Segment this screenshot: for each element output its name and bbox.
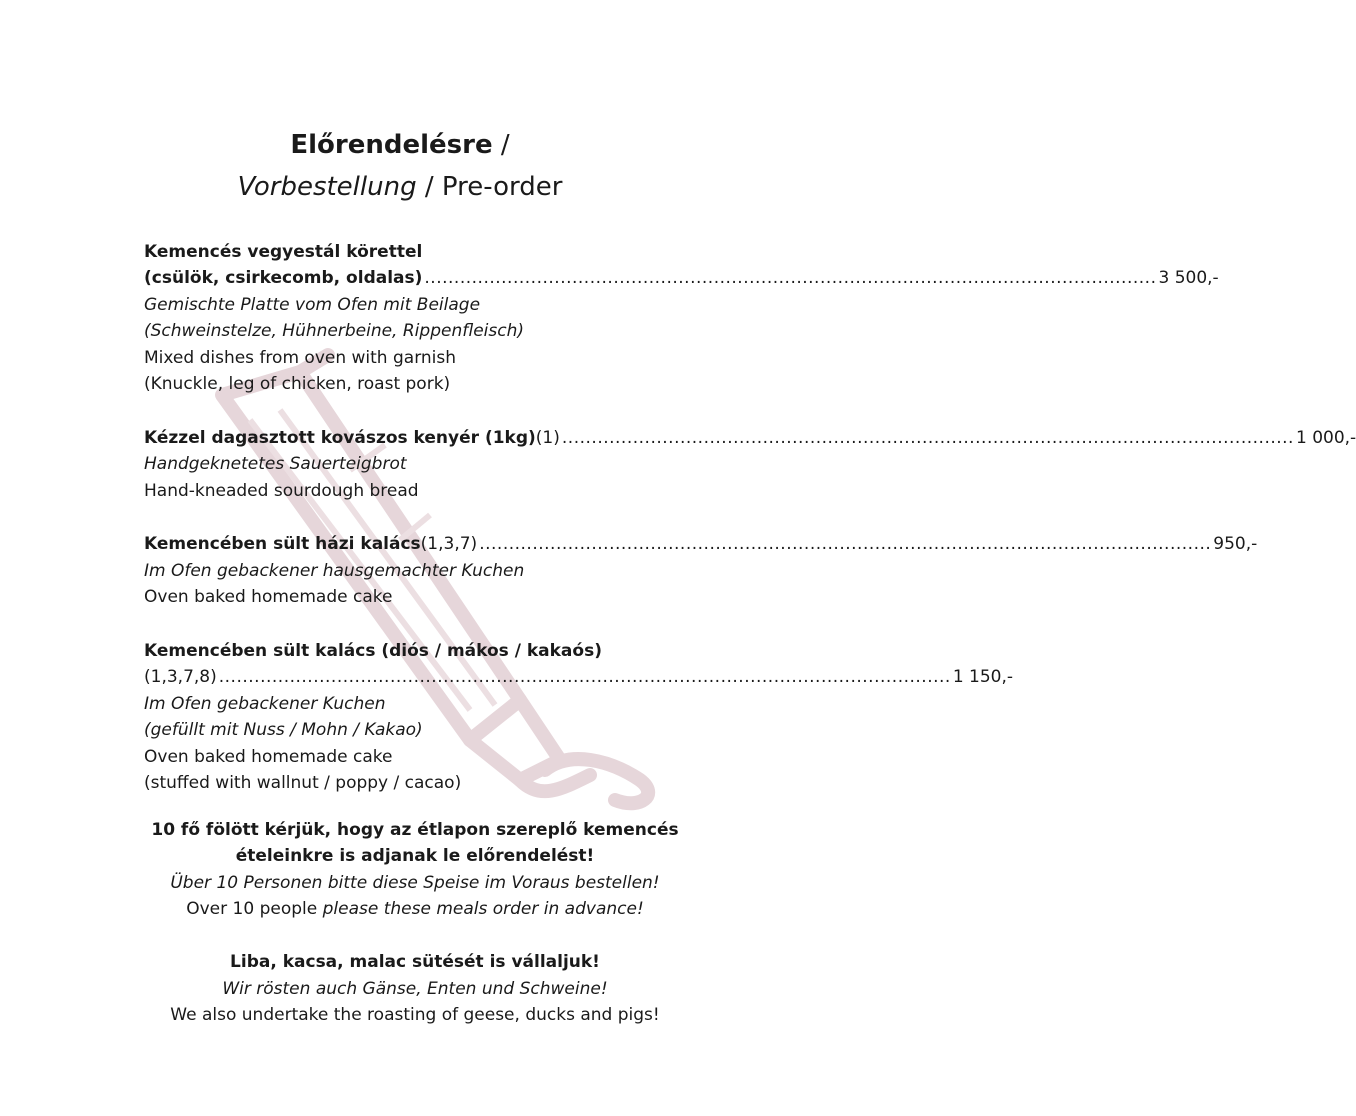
item-2-english: Hand-kneaded sourdough bread [144, 481, 419, 501]
item-4-english-detail: (stuffed with wallnut / poppy / cacao) [144, 773, 462, 793]
item-1-english: Mixed dishes from oven with garnish [144, 348, 457, 368]
item-2-allergens: (1) [535, 428, 560, 448]
title-german: Vorbestellung [237, 172, 417, 202]
item-3-allergens: (1,3,7) [420, 534, 478, 554]
item-3-german: Im Ofen gebackener hausgemachter Kuchen [144, 561, 525, 581]
item-2-price: 1 000,- [1295, 428, 1356, 448]
item-2-leader-dots: ............................................................................................................................ [561, 428, 1294, 448]
notice-preorder-hungarian: 10 fő fölött kérjük, hogy az étlapon szereplő kemencés [151, 820, 679, 840]
page-title [0, 128, 800, 162]
item-2-price-row [144, 427, 1356, 449]
notice-preorder-english-plain: Over 10 people [186, 899, 323, 919]
item-3-name: Kemencében sült házi kalács [144, 534, 421, 554]
item-4-english: Oven baked homemade cake [144, 747, 393, 767]
item-1-english-detail: (Knuckle, leg of chicken, roast pork) [144, 374, 451, 394]
notice-preorder-german: Über 10 Personen bitte diese Speise im Voraus bestellen! [170, 873, 660, 893]
item-2-name: Kézzel dagasztott kovászos kenyér (1kg) [144, 428, 536, 448]
item-4-name: Kemencében sült kalács (diós / mákos / kakaós) [144, 641, 602, 661]
item-4-price: 1 150,- [952, 667, 1014, 687]
item-2-german: Handgeknetetes Sauerteigbrot [144, 454, 407, 474]
item-3-price-row [144, 533, 1258, 555]
item-4-german-detail: (gefüllt mit Nuss / Mohn / Kakao) [144, 720, 423, 740]
title-hungarian: Előrendelésre [290, 130, 493, 160]
notice-roasting-english: We also undertake the roasting of geese, ducks and pigs! [170, 1005, 660, 1025]
item-1-price-row [144, 267, 1219, 289]
item-4-german: Im Ofen gebackener Kuchen [144, 694, 386, 714]
page-subtitle [0, 170, 800, 204]
title-separator: / [416, 172, 442, 202]
item-4-leader-dots: ............................................................................................................................ [218, 667, 951, 687]
item-4-price-row [144, 666, 1014, 688]
item-3-leader-dots: ............................................................................................................................ [479, 534, 1212, 554]
notice-preorder-english [0, 898, 830, 920]
item-3-english: Oven baked homemade cake [144, 587, 393, 607]
notice-roasting-hungarian: Liba, kacsa, malac sütését is vállaljuk! [230, 952, 600, 972]
item-4-allergens: (1,3,7,8) [144, 667, 217, 687]
notice-preorder-hungarian-cont: ételeinkre is adjanak le előrendelést! [235, 846, 595, 866]
item-1-german-detail: (Schweinstelze, Hühnerbeine, Rippenfleisch) [144, 321, 524, 341]
item-1-german: Gemischte Platte vom Ofen mit Beilage [144, 295, 481, 315]
item-1-name-detail: (csülök, csirkecomb, oldalas) [144, 268, 423, 288]
notice-roasting-german: Wir rösten auch Gänse, Enten und Schweine! [222, 979, 608, 999]
item-1-price: 3 500,- [1158, 268, 1219, 288]
title-english: Pre-order [441, 172, 563, 202]
title-separator: / [492, 130, 510, 160]
item-1-leader-dots: ............................................................................................................................ [424, 268, 1157, 288]
item-3-price: 950,- [1213, 534, 1258, 554]
item-1-name: Kemencés vegyestál körettel [144, 242, 423, 262]
notice-preorder-english-italic: please these meals order in advance! [322, 899, 644, 919]
